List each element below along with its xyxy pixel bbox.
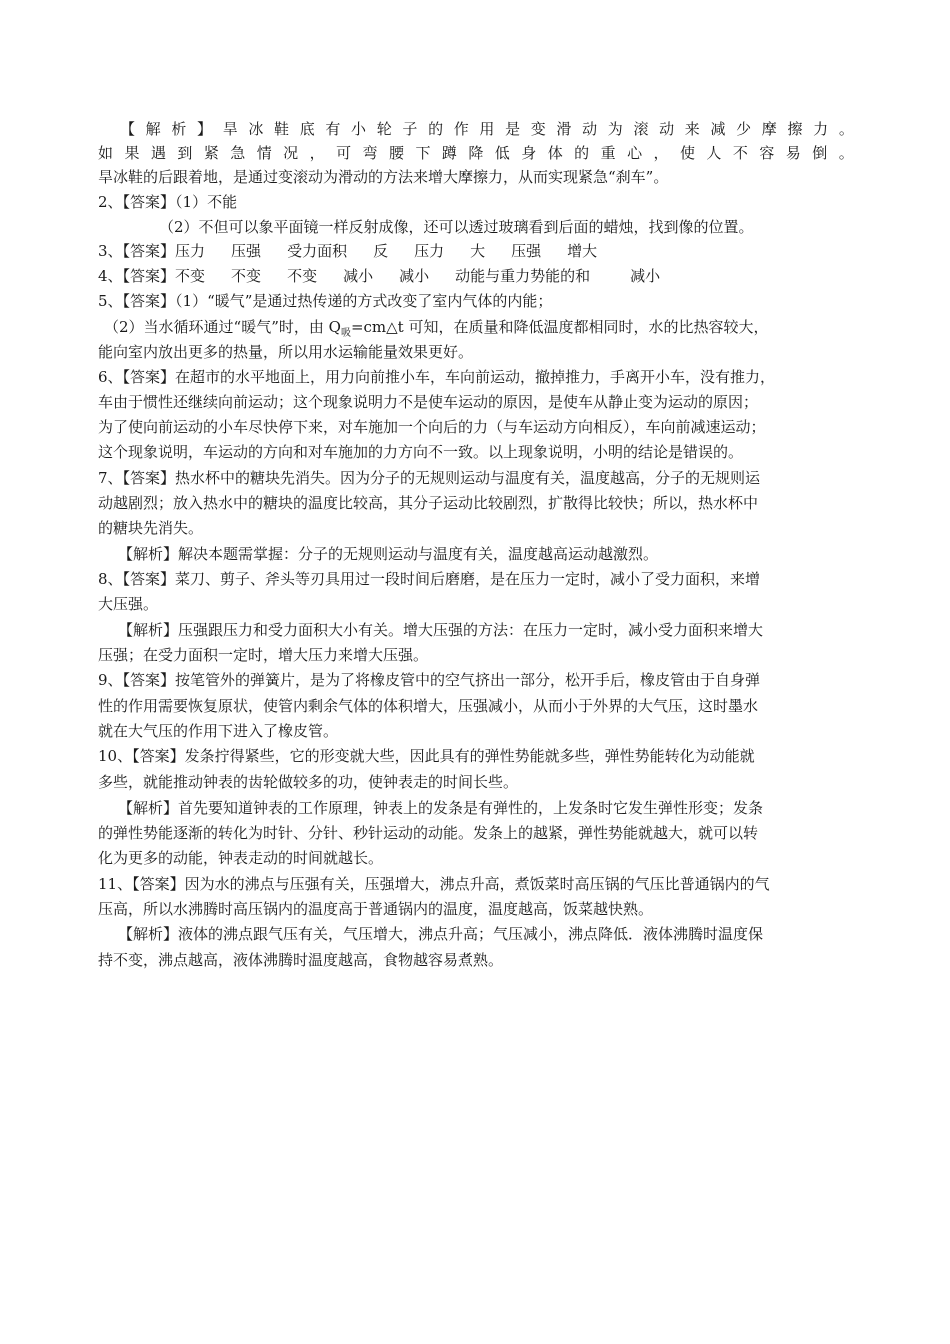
q7-line: 动越剧烈；放入热水中的糖块的温度比较高，其分子运动比较剧烈，扩散得比较快；所以，热水杯中 bbox=[98, 494, 759, 512]
q8-analysis-line: 【解析】压强跟压力和受力面积大小有关。增大压强的方法：在压力一定时，减小受力面积来增大 bbox=[118, 621, 764, 639]
q5-text: =cm△t 可知，在质量和降低温度都相同时，水的比热容较大， bbox=[350, 318, 769, 336]
q8-line: 压强；在受力面积一定时，增大压力来增大压强。 bbox=[98, 646, 429, 664]
q3-answer: 受力面积 bbox=[287, 242, 348, 260]
q4-answer: 不变 bbox=[231, 267, 262, 285]
q1-char: 弯 bbox=[362, 144, 378, 162]
q1-char: 用 bbox=[479, 120, 495, 138]
q1-char: 变 bbox=[530, 120, 546, 138]
q11-line: 持不变，沸点越高，液体沸腾时温度越高，食物越容易煮熟。 bbox=[98, 951, 504, 969]
q5-answer-line-3: 能向室内放出更多的热量，所以用水运输能量效果更好。 bbox=[98, 343, 474, 361]
q1-char: 情 bbox=[256, 144, 272, 162]
q1-char: 低 bbox=[494, 144, 510, 162]
q5-answer-line-1: 5、【答案】（1）“暖气”是通过热传递的方式改变了室内气体的内能； bbox=[98, 292, 553, 310]
q4-answer-line bbox=[98, 265, 854, 287]
q1-char: 果 bbox=[124, 144, 140, 162]
q6-line: 这个现象说明，车运动的方向和对车施加的力方向不一致。以上现象说明，小明的结论是错误的。 bbox=[98, 443, 744, 461]
q1-char: 摩 bbox=[761, 120, 777, 138]
q9-line: 9、【答案】按笔管外的弹簧片，是为了将橡皮管中的空气挤出一部分，松开手后，橡皮管由于自身弹 bbox=[98, 671, 761, 689]
q3-answer: 增大 bbox=[567, 242, 598, 260]
q7-line: 7、【答案】热水杯中的糖块先消失。因为分子的无规则运动与温度有关，温度越高，分子的无规则运 bbox=[98, 469, 761, 487]
q1-char: 。 bbox=[838, 144, 854, 162]
q5-answer-line-2 bbox=[104, 316, 854, 338]
q1-char: 人 bbox=[706, 144, 722, 162]
q1-analysis-line-3: 旱冰鞋的后跟着地，是通过变滚动为滑动的方法来增大摩擦力，从而实现紧急“刹车”。 bbox=[98, 168, 669, 186]
q10-line: 的弹性势能逐渐的转化为时针、分针、秒针运动的动能。发条上的越紧，弹性势能就越大，就可以转 bbox=[98, 824, 759, 842]
q5-text: （2）当水循环通过“暖气”时，由 Q bbox=[104, 318, 341, 336]
q1-char: 降 bbox=[468, 144, 484, 162]
q1-char: 析 bbox=[171, 120, 187, 138]
q11-line: 11、【答案】因为水的沸点与压强有关，压强增大，沸点升高，煮饭菜时高压锅的气压比普通锅内的气 bbox=[98, 875, 770, 893]
q1-char: 遇 bbox=[150, 144, 166, 162]
q6-line: 为了使向前运动的小车尽快停下来，对车施加一个向后的力（与车运动方向相反），车向前减速运动； bbox=[98, 418, 766, 436]
q1-char: 易 bbox=[785, 144, 801, 162]
q1-char: 滑 bbox=[556, 120, 572, 138]
q1-char: 使 bbox=[679, 144, 695, 162]
q1-char: 况 bbox=[283, 144, 299, 162]
q11-analysis-line: 【解析】液体的沸点跟气压有关，气压增大，沸点升高；气压减小，沸点降低．液体沸腾时温度保 bbox=[118, 925, 764, 943]
q1-char: 如 bbox=[98, 144, 114, 162]
q1-char: 体 bbox=[547, 144, 563, 162]
q1-char: 是 bbox=[505, 120, 521, 138]
q7-line: 的糖块先消失。 bbox=[98, 519, 204, 537]
q1-char: 身 bbox=[521, 144, 537, 162]
q8-line: 大压强。 bbox=[98, 595, 159, 613]
q1-char: 不 bbox=[732, 144, 748, 162]
q1-char: 解 bbox=[145, 120, 161, 138]
q1-char: 心 bbox=[627, 144, 643, 162]
q8-line: 8、【答案】菜刀、剪子、斧头等刃具用过一段时间后磨磨，是在压力一定时，减小了受力面积，来增 bbox=[98, 570, 761, 588]
q7-analysis-line: 【解析】解决本题需掌握：分子的无规则运动与温度有关，温度越高运动越激烈。 bbox=[118, 545, 659, 563]
q4-answer: 减小 bbox=[630, 267, 661, 285]
q1-char: 腰 bbox=[388, 144, 404, 162]
q1-analysis-line-1 bbox=[120, 118, 854, 140]
q1-char: 少 bbox=[736, 120, 752, 138]
q2-answer-line-1: 2、【答案】（1）不能 bbox=[98, 193, 238, 211]
q1-char: 的 bbox=[428, 120, 444, 138]
q1-char: 冰 bbox=[248, 120, 264, 138]
q5-subscript: 吸 bbox=[340, 328, 351, 338]
q4-prefix: 4、【答案】不变 bbox=[98, 267, 206, 285]
q1-char: 滚 bbox=[633, 120, 649, 138]
q11-line: 压高，所以水沸腾时高压锅内的温度高于普通锅内的温度，温度越高，饭菜越快熟。 bbox=[98, 900, 654, 918]
q9-line: 性的作用需要恢复原状，使管内剩余气体的体积增大，压强减小，从而小于外界的大气压，这时墨水 bbox=[98, 697, 759, 715]
q4-answer: 减小 bbox=[399, 267, 430, 285]
q10-line: 10、【答案】发条拧得紧些，它的形变就大些，因此具有的弹性势能就多些，弹性势能转化为动能就 bbox=[98, 747, 755, 765]
q1-char: 动 bbox=[582, 120, 598, 138]
q1-char: 到 bbox=[177, 144, 193, 162]
q1-char: 下 bbox=[415, 144, 431, 162]
q3-answer: 压力 bbox=[414, 242, 445, 260]
q1-char: 减 bbox=[710, 120, 726, 138]
q6-line: 车由于惯性还继续向前运动；这个现象说明力不是使车运动的原因，是使车从静止变为运动的原因； bbox=[98, 393, 759, 411]
q1-char: 轮 bbox=[376, 120, 392, 138]
q1-char: 容 bbox=[759, 144, 775, 162]
q1-char: 作 bbox=[453, 120, 469, 138]
q1-char: 鞋 bbox=[274, 120, 290, 138]
q4-answer: 动能与重力势能的和 bbox=[455, 267, 591, 285]
q1-char: 【 bbox=[120, 120, 136, 138]
q10-analysis-line: 【解析】首先要知道钟表的工作原理，钟表上的发条是有弹性的，上发条时它发生弹性形变；发条 bbox=[118, 799, 764, 817]
q1-char: 蹲 bbox=[441, 144, 457, 162]
q3-answer: 压强 bbox=[511, 242, 542, 260]
q6-line: 6、【答案】在超市的水平地面上，用力向前推小车，车向前运动，撤掉推力，手离开小车，没有推力， bbox=[98, 368, 776, 386]
q1-char: 力 bbox=[813, 120, 829, 138]
q1-char: 。 bbox=[838, 120, 854, 138]
q1-char: 急 bbox=[230, 144, 246, 162]
q1-char: 子 bbox=[402, 120, 418, 138]
q1-char: ， bbox=[653, 144, 669, 162]
q1-char: 倒 bbox=[812, 144, 828, 162]
q3-answer: 压强 bbox=[231, 242, 262, 260]
q1-char: 重 bbox=[600, 144, 616, 162]
q3-answer: 大 bbox=[470, 242, 486, 260]
q1-char: 的 bbox=[574, 144, 590, 162]
q4-answer: 减小 bbox=[343, 267, 374, 285]
q1-char: 动 bbox=[659, 120, 675, 138]
q3-answer: 反 bbox=[373, 242, 389, 260]
q1-char: 旱 bbox=[222, 120, 238, 138]
q1-char: 有 bbox=[325, 120, 341, 138]
q4-answer: 不变 bbox=[287, 267, 318, 285]
q10-line: 多些，就能推动钟表的齿轮做较多的功，使钟表走的时间长些。 bbox=[98, 773, 519, 791]
q3-answer-line bbox=[98, 240, 854, 262]
q10-line: 化为更多的动能，钟表走动的时间就越长。 bbox=[98, 849, 384, 867]
q3-prefix: 3、【答案】压力 bbox=[98, 242, 206, 260]
q1-char: 擦 bbox=[787, 120, 803, 138]
q1-char: ， bbox=[309, 144, 325, 162]
q1-char: 可 bbox=[336, 144, 352, 162]
q1-char: 紧 bbox=[203, 144, 219, 162]
q1-analysis-line-2 bbox=[98, 142, 854, 164]
q1-char: 】 bbox=[197, 120, 213, 138]
q2-answer-line-2: （2）不但可以象平面镜一样反射成像，还可以透过玻璃看到后面的蜡烛，找到像的位置。 bbox=[159, 218, 754, 236]
q1-char: 小 bbox=[351, 120, 367, 138]
q9-line: 就在大气压的作用下进入了橡皮管。 bbox=[98, 722, 339, 740]
q1-char: 来 bbox=[684, 120, 700, 138]
q1-char: 底 bbox=[299, 120, 315, 138]
q1-char: 为 bbox=[607, 120, 623, 138]
